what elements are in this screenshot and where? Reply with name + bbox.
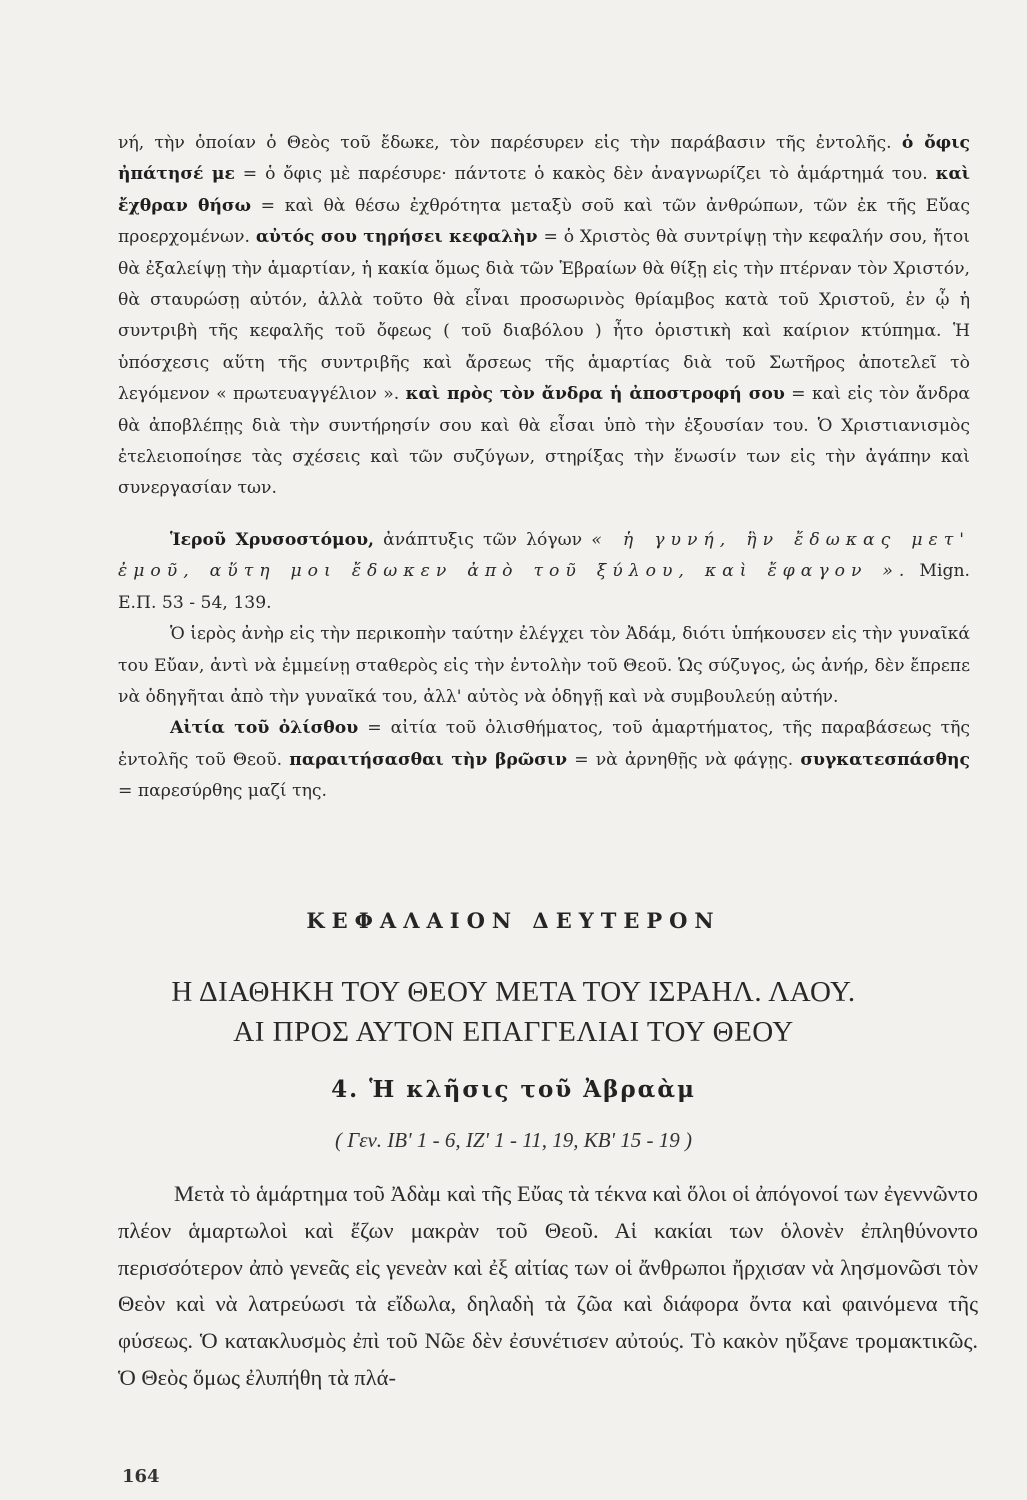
term-bold: καὶ ἔχθραν θήσω: [118, 164, 971, 216]
term-bold: αὐτός σου τηρήσει κεφαλὴν: [255, 227, 538, 248]
commentary-notes: [118, 128, 970, 808]
term-bold: ὁ ὄφις ἠπάτησέ με: [118, 133, 971, 185]
page-number: 164: [122, 1466, 160, 1487]
chapter-heading-line-1: Η ΔΙΑΘΗΚΗ ΤΟΥ ΘΕΟΥ ΜΕΤΑ ΤΟΥ ΙΣΡΑΗΛ. ΛΑΟΥ.: [171, 976, 856, 1008]
author-bold: Ἱεροῦ Χρυσοστόμου,: [170, 529, 374, 550]
body-paragraph: Μετὰ τὸ ἁμάρτημα τοῦ Ἀδὰμ καὶ τῆς Εὔας τὰ τέκνα καὶ ὅλοι οἱ ἀπόγονοί των ἐγεννῶντο πλέον ἁμαρτωλοὶ καὶ ἔζων μακρὰν τοῦ Θεοῦ. Αἱ κακίαι των ὁλονὲν ἐπληθύνοντο περισσότερον ἀπὸ γενεᾶς εἰς γενεὰν καὶ ἐξ αἰτίας των οἱ ἄνθρωποι ἤρχισαν νὰ λησμονῶσι τὸν Θεὸν καὶ νὰ λατρεύωσι τὰ εἴδωλα, δηλαδὴ τὰ ζῶα καὶ διάφορα ὄντα καὶ φαινόμενα τῆς φύσεως. Ὁ κατακλυσμὸς ἐπὶ τοῦ Νῶε δὲν ἐσυνέτισεν αὐτούς. Τὸ κακὸν ηὔξανε τρομακτικῶς. Ὁ Θεὸς ὅμως ἐλυπήθη τὰ πλά-: [118, 1181, 978, 1390]
term-bold: Αἰτία τοῦ ὀλίσθου: [170, 718, 359, 739]
note-paragraph: Ὁ ἱερὸς ἀνὴρ εἰς τὴν περικοπὴν ταύτην ἐλέγχει τὸν Ἀδάμ, διότι ὑπήκουσεν εἰς τὴν γυναῖκά του Εὔαν, ἀντὶ νὰ ἐμμείνῃ σταθερὸς εἰς τὴν ἐντολὴν τοῦ Θεοῦ. Ὡς σύζυγος, ὡς ἀνήρ, δὲν ἔπρεπε νὰ ὁδηγῆται ἀπὸ τὴν γυναῖκά του, ἀλλ' αὐτὸς νὰ ὁδηγῇ καὶ νὰ συμβουλεύῃ αὐτήν.: [118, 624, 970, 707]
note-text: νή, τὴν ὁποίαν ὁ Θεὸς τοῦ ἔδωκε, τὸν παρέσυρεν εἰς τὴν παράβασιν τῆς ἐντολῆς.: [118, 133, 902, 153]
note-text: = ὁ Χριστὸς θὰ συντρίψῃ τὴν κεφαλήν σου, ἤτοι θὰ ἐξαλείψῃ τὴν ἁμαρτίαν, ἡ κακία ὅμως διὰ τῶν Ἑβραίων θὰ θίξῃ εἰς τὴν πτέρναν τὸν Χριστόν, θὰ σταυρώσῃ αὐτόν, ἀλλὰ τοῦτο θὰ εἶναι προσωρινὸς θρίαμβος κατὰ τοῦ Χριστοῦ, ἐν ᾧ ἡ συντριβὴ τῆς κεφαλῆς τοῦ ὄφεως ( τοῦ διαβόλου ) ἦτο ὁριστικὴ καὶ καίριον κτύπημα. Ἡ ὑπόσχεσις αὕτη τῆς συντριβῆς καὶ ἄρσεως τῆς ἁμαρτίας διὰ τοῦ Σωτῆρος ἀποτελεῖ τὸ λεγόμενον « πρωτευαγγέλιον ».: [118, 227, 970, 405]
note-text: = αἰτία τοῦ ὀλισθήματος, τοῦ ἁμαρτήματος, τῆς παραβάσεως τῆς ἐντολῆς τοῦ Θεοῦ.: [118, 718, 970, 770]
scripture-reference: ( Γεν. ΙΒ' 1 - 6, ΙΖ' 1 - 11, 19, ΚΒ' 15 - 19 ): [335, 1128, 692, 1152]
note-text: = ὁ ὄφις μὲ παρέσυρε· πάντοτε ὁ κακὸς δὲν ἀναγνωρίζει τὸ ἁμάρτημά του.: [234, 164, 936, 185]
citation: Mign. Ε.Π. 53 - 54, 139.: [118, 561, 970, 613]
note-text: ἀνάπτυξις τῶν λόγων: [374, 529, 592, 550]
term-bold: καὶ πρὸς τὸν ἄνδρα ἡ ἀποστροφή σου: [405, 384, 785, 405]
term-bold: συγκατεσπάσθης: [800, 749, 970, 770]
note-paragraph: [118, 128, 970, 505]
term-bold: παραιτήσασθαι τὴν βρῶσιν: [289, 749, 568, 770]
note-text: = παρεσύρθης μαζί της.: [118, 781, 327, 802]
note-text: = καὶ θὰ θέσω ἐχθρότητα μεταξὺ σοῦ καὶ τῶν ἀνθρώπων, τῶν ἐκ τῆς Εὔας προερχομένων.: [118, 195, 971, 248]
note-text: = νὰ ἀρνηθῇς νὰ φάγῃς.: [567, 749, 801, 770]
quotation-spaced: « ἡ γυνή, ἣν ἔδωκας μετ' ἐμοῦ, αὕτη μοι ἔδωκεν ἀπὸ τοῦ ξύλου, καὶ ἔφαγον ».: [118, 529, 970, 582]
chapter-title: ΚΕΦΑΛΑΙΟΝ ΔΕΥΤΕΡΟΝ: [306, 908, 721, 933]
section-title: 4. Ἡ κλῆσις τοῦ Ἀβραὰμ: [331, 1076, 696, 1103]
note-text: = καὶ εἰς τὸν ἄνδρα θὰ ἀποβλέπῃς διὰ τὴν συντήρησίν σου καὶ θὰ εἶσαι ὑπὸ τὴν ἐξουσίαν του. Ὁ Χριστιανισμὸς ἐτελειοποίησε τὰς σχέσεις καὶ τῶν συζύγων, στηρίξας τὴν ἕνωσίν των εἰς τὴν ἀγάπην καὶ συνεργασίαν των.: [118, 384, 970, 499]
note-paragraph: [118, 713, 970, 807]
chrysostom-reference: [118, 525, 970, 619]
chapter-heading-line-2: ΑΙ ΠΡΟΣ ΑΥΤΟΝ ΕΠΑΓΓΕΛΙΑΙ ΤΟΥ ΘΕΟΥ: [233, 1016, 794, 1048]
